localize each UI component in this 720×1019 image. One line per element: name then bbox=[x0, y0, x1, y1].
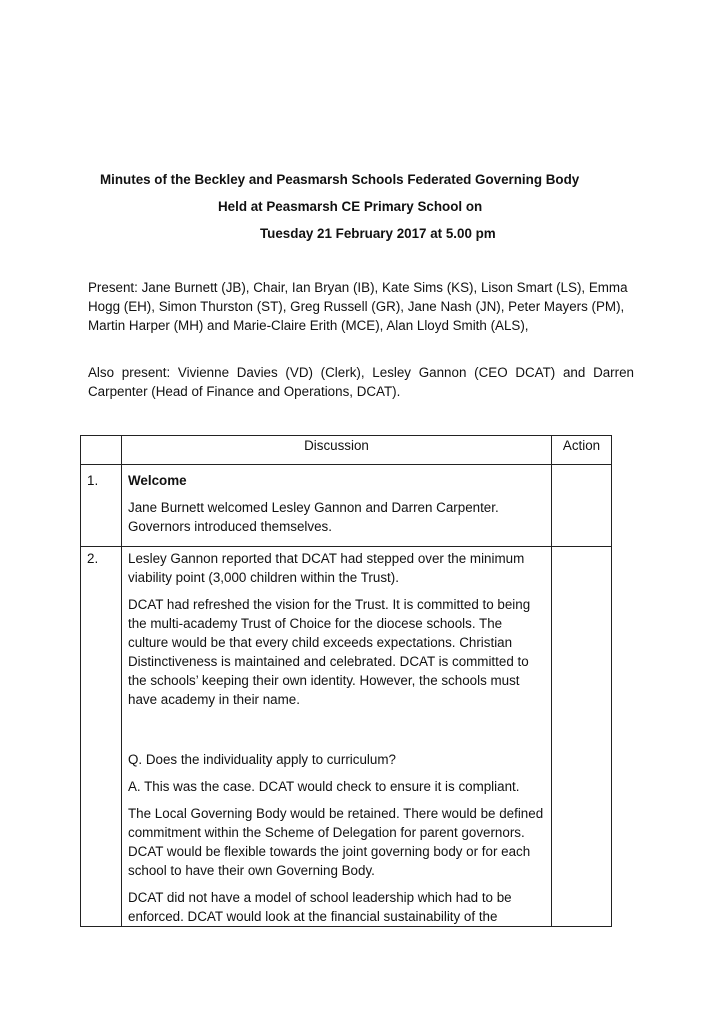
discussion-paragraph: The Local Governing Body would be retained. There would be defined commitment within the Scheme of Delegation for parent governors. DCAT would be flexible towards the joint governing body or for each school to have their own Governing Body. bbox=[128, 806, 544, 878]
table-header-row bbox=[81, 436, 612, 465]
header-discussion: Discussion bbox=[122, 436, 552, 465]
item-discussion bbox=[122, 547, 552, 927]
discussion-paragraph: Lesley Gannon reported that DCAT had stepped over the minimum viability point (3,000 children within the Trust). bbox=[128, 551, 525, 585]
item-number: 1. bbox=[81, 465, 122, 547]
item-number: 2. bbox=[81, 547, 122, 927]
table-row bbox=[81, 547, 612, 927]
discussion-paragraph: Jane Burnett welcomed Lesley Gannon and Darren Carpenter. Governors introduced themselves. bbox=[128, 500, 499, 534]
header-number bbox=[81, 436, 122, 465]
item-discussion bbox=[122, 465, 552, 547]
also-present-list: Also present: Vivienne Davies (VD) (Clerk), Lesley Gannon (CEO DCAT) and Darren Carpenter (Head of Finance and Operations, DCAT). bbox=[88, 365, 634, 399]
item-action bbox=[552, 547, 612, 927]
question-paragraph: Q. Does the individuality apply to curriculum? bbox=[128, 752, 396, 767]
discussion-paragraph: DCAT had refreshed the vision for the Trust. It is committed to being the multi-academy Trust of Choice for the diocese schools. The culture would be that every child exceeds expectations. Christian Distinctiveness is maintained and celebrated. DCAT is committed to the schools’ keeping their own identity. However, the schools must have academy in their name. bbox=[128, 597, 531, 707]
discussion-paragraph: DCAT did not have a model of school leadership which had to be enforced. DCAT would look at the financial sustainability of the bbox=[128, 890, 512, 924]
present-list: Present: Jane Burnett (JB), Chair, Ian Bryan (IB), Kate Sims (KS), Lison Smart (LS), Emma Hogg (EH), Simon Thurston (ST), Greg Russell (GR), Jane Nash (JN), Peter Mayers (PM), Martin Harper (MH) and Marie-Claire Erith (MCE), Alan Lloyd Smith (ALS), bbox=[88, 280, 628, 333]
table-row bbox=[81, 465, 612, 547]
item-action bbox=[552, 465, 612, 547]
header-action: Action bbox=[552, 436, 612, 465]
minutes-table bbox=[80, 435, 612, 927]
document-title: Minutes of the Beckley and Peasmarsh Schools Federated Governing Body bbox=[100, 172, 580, 187]
meeting-date: Tuesday 21 February 2017 at 5.00 pm bbox=[260, 226, 496, 241]
meeting-venue: Held at Peasmarsh CE Primary School on bbox=[218, 199, 483, 214]
answer-paragraph: A. This was the case. DCAT would check to ensure it is compliant. bbox=[128, 779, 520, 794]
item-heading: Welcome bbox=[128, 473, 187, 488]
